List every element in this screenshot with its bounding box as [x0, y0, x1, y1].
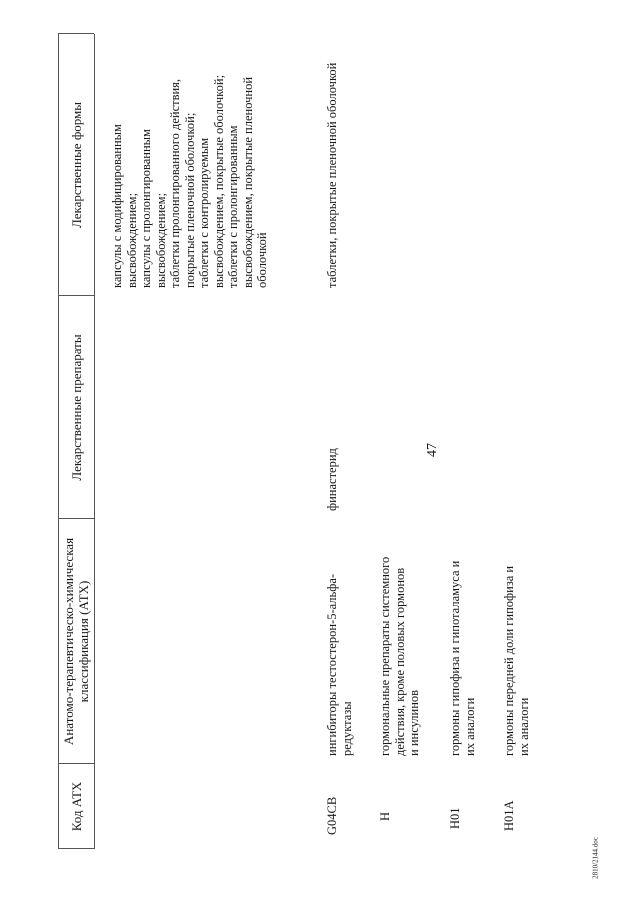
- header-classification-line: Анатомо-терапевтическо-химическая: [61, 537, 76, 746]
- classification-line: действия, кроме половых гормонов: [392, 567, 407, 756]
- form-line: высвобождением;: [124, 192, 139, 288]
- form-line: таблетки, покрытые пленочной оболочкой: [325, 62, 339, 288]
- row3-code: H01: [448, 807, 462, 829]
- row1-forms: [325, 38, 340, 288]
- row1-drug: финастерид: [325, 448, 339, 511]
- header-forms: Лекарственные формы: [68, 101, 84, 229]
- header-drugs: Лекарственные препараты: [68, 334, 84, 481]
- form-line: покрытые пленочной оболочкой;: [182, 112, 197, 288]
- row4-classification: [502, 521, 531, 756]
- classification-line: их аналоги: [462, 697, 477, 756]
- row0-forms: [110, 38, 270, 288]
- classification-line: редуктазы: [339, 701, 354, 756]
- footer-doc-code: 2810/2144.doc: [591, 837, 600, 879]
- header-classification-line: классификация (АТХ): [76, 580, 91, 703]
- page-number: 47: [425, 443, 440, 457]
- row4-code: H01A: [502, 800, 516, 831]
- row2-classification: [378, 521, 422, 756]
- form-line: таблетки с контролируемым: [197, 137, 211, 288]
- classification-line: и инсулинов: [407, 689, 421, 756]
- form-line: высвобождением, покрытые пленочной: [240, 76, 255, 288]
- classification-line: гормоны гипофиза и гипоталамуса и: [448, 560, 462, 756]
- form-line: капсулы с пролонгированным: [139, 129, 153, 288]
- row2-code: H: [378, 811, 392, 821]
- classification-line: ингибиторы тестостерон-5-альфа-: [325, 573, 339, 756]
- header-rule: [94, 34, 95, 849]
- form-line: капсулы с модифицированным: [110, 124, 124, 288]
- form-line: таблетки с пролонгированным: [226, 125, 240, 288]
- row3-classification: [448, 521, 477, 756]
- form-line: таблетки пролонгированного действия,: [168, 78, 182, 288]
- header-code: Код АТХ: [68, 781, 84, 832]
- row1-code: G04CB: [325, 796, 339, 835]
- form-line: высвобождением, покрытые оболочкой;: [211, 74, 226, 288]
- classification-line: их аналоги: [516, 697, 531, 756]
- form-line: оболочкой: [255, 232, 269, 288]
- classification-line: гормоны передней доли гипофиза и: [502, 565, 516, 756]
- form-line: высвобождением;: [153, 192, 168, 288]
- row1-classification: [325, 521, 354, 756]
- header-classification: [58, 519, 94, 764]
- classification-line: гормональные препараты системного: [378, 556, 392, 756]
